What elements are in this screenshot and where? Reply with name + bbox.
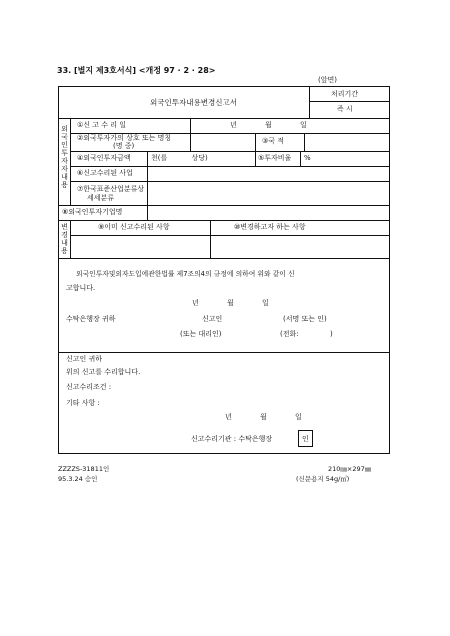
change-divider bbox=[210, 220, 211, 258]
investment-ratio-percent: % bbox=[304, 154, 311, 162]
receipt-top-line bbox=[58, 352, 390, 353]
row-line-5 bbox=[58, 205, 390, 206]
previous-items-header: ⑨이미 신고수리된 사항 bbox=[98, 223, 170, 231]
applicant-label: 신고인 bbox=[202, 315, 223, 323]
side-label: (앞면) bbox=[318, 76, 337, 84]
row-line-6 bbox=[58, 220, 390, 221]
signature-note: (서명 또는 인) bbox=[283, 315, 327, 323]
r1-divider bbox=[190, 118, 191, 133]
statement-line-2: 고합니다. bbox=[66, 284, 96, 292]
r2-divider-3 bbox=[304, 133, 305, 151]
row-line-4 bbox=[70, 181, 390, 182]
r3-divider-2 bbox=[255, 151, 256, 166]
section-label-applicant: 외국인투자자내용 bbox=[61, 125, 68, 189]
footer-paper-type: (신문용지 54g/㎡) bbox=[296, 475, 350, 483]
addressee: 수탁은행장 귀하 bbox=[66, 315, 116, 323]
receipt-other: 기타 사항 : bbox=[66, 399, 100, 407]
section-label-change: 변경내용 bbox=[61, 223, 68, 255]
representative-note: (또는 대리인) bbox=[180, 330, 222, 338]
statement-date: 년 월 일 bbox=[192, 299, 269, 307]
new-items-header: ⑩변경하고자 하는 사항 bbox=[234, 223, 306, 231]
r3-divider-3 bbox=[300, 151, 301, 166]
table-top-line bbox=[58, 118, 390, 119]
section-column-line bbox=[70, 118, 71, 205]
statement-line-1: 외국인투자및외자도입에관한법률 제7조의4의 규정에 의하여 위와 같이 신 bbox=[76, 270, 295, 278]
receipt-conditions: 신고수리조건 : bbox=[66, 383, 112, 391]
change-column-line bbox=[70, 220, 71, 258]
r2-divider-2 bbox=[255, 133, 256, 151]
seal-label: 인 bbox=[302, 435, 309, 443]
receipt-agency: 신고수리기관 : 수탁은행장 bbox=[191, 435, 273, 443]
processing-period-label: 처리기간 bbox=[331, 90, 359, 98]
receipt-addressee: 신고인 귀하 bbox=[66, 355, 103, 363]
nationality-label: ③국 적 bbox=[262, 137, 285, 145]
processing-mid-line bbox=[309, 101, 390, 102]
industry-class-sublabel: 세세분류 bbox=[87, 194, 115, 202]
investor-name-label: ②외국투자가의 상호 또는 명칭 bbox=[77, 134, 172, 142]
r3-divider-1 bbox=[147, 151, 148, 166]
receipt-date-label: ①신 고 수 리 일 bbox=[77, 121, 126, 129]
investment-amount-label: ④외국인투자금액 bbox=[77, 154, 131, 162]
phone-label: (전화: bbox=[280, 330, 299, 338]
receipt-date-value: 년 월 일 bbox=[230, 121, 307, 129]
footer-code: ZZZZS-31811인 bbox=[58, 465, 110, 473]
processing-time-value: 즉 시 bbox=[337, 105, 353, 113]
change-header-line bbox=[70, 235, 390, 236]
r6-divider bbox=[147, 205, 148, 220]
receipt-statement: 위의 신고를 수리합니다. bbox=[66, 368, 141, 376]
industry-class-label: ⑦한국표준산업분류상 bbox=[77, 185, 145, 193]
approved-business-label: ⑥신고수리된 사업 bbox=[77, 169, 133, 177]
receipt-date: 년 월 일 bbox=[225, 413, 302, 421]
row-line-3 bbox=[70, 166, 390, 167]
investor-name-sublabel: (명 중) bbox=[113, 142, 135, 150]
r2-divider-1 bbox=[190, 133, 191, 151]
footer-paper-size: 210㎜×297㎜ bbox=[328, 465, 372, 473]
row-line-2 bbox=[70, 151, 390, 152]
processing-divider bbox=[309, 86, 310, 118]
r5-divider bbox=[147, 181, 148, 205]
company-name-label: ⑧외국인투자기업명 bbox=[62, 208, 123, 216]
change-bottom-line bbox=[58, 258, 390, 259]
phone-close: ) bbox=[330, 330, 333, 338]
investment-amount-value: 천(를 상당) bbox=[151, 154, 208, 162]
form-title: 외국인투자내용변경신고서 bbox=[150, 98, 237, 107]
investment-ratio-label: ⑤투자비율 bbox=[258, 154, 292, 162]
footer-approval: 95.3.24 승인 bbox=[58, 475, 98, 483]
form-number-title: 33. [별지 제3호서식] <개정 97 · 2 · 28> bbox=[57, 66, 216, 75]
r4-divider bbox=[147, 166, 148, 181]
